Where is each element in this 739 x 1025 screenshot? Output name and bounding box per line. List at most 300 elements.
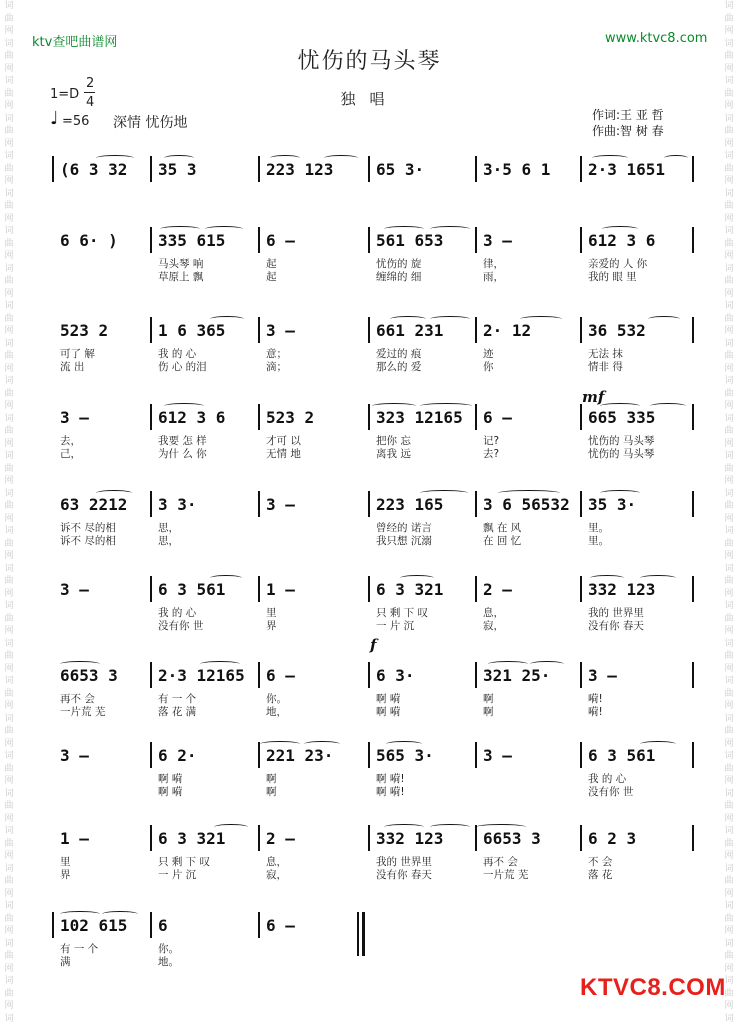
lyric-v1: 再不 会 (483, 856, 518, 868)
watermark-char: 网 (724, 363, 734, 374)
slur-mark (476, 824, 526, 830)
watermark-char: 曲 (4, 688, 14, 699)
lyric-v2: 界 (266, 620, 277, 632)
watermark-char: 词 (724, 863, 734, 874)
slur-mark (530, 661, 564, 667)
watermark-char: 词 (4, 938, 14, 949)
watermark-char: 曲 (4, 126, 14, 136)
lyric-v1: 诉不 尽的相 (60, 522, 116, 534)
watermark-char: 词 (724, 151, 734, 161)
watermark-char: 网 (724, 738, 734, 749)
watermark-char: 曲 (724, 426, 734, 436)
lyric-v2: 去? (483, 448, 500, 460)
watermark-char: 词 (4, 376, 14, 386)
measure-notes: 335 615 (158, 231, 226, 250)
bar-line (692, 156, 694, 182)
watermark-char: 词 (724, 676, 734, 686)
watermark-char: 词 (724, 901, 734, 911)
lyric-v2: 没有你 春天 (588, 620, 644, 632)
slur-mark (304, 741, 340, 747)
watermark-char: 词 (4, 788, 14, 799)
measure-notes: 565 3· (376, 746, 434, 765)
watermark-char: 曲 (724, 838, 734, 849)
slur-mark (160, 226, 200, 232)
watermark-char: 曲 (724, 276, 734, 286)
watermark-char: 曲 (724, 576, 734, 586)
lyric-v2: 草原上 飘 (158, 271, 204, 283)
lyric-v1: 有 一 个 (158, 693, 197, 705)
bar-line (580, 662, 582, 688)
watermark-char: 曲 (4, 651, 14, 661)
watermark-char: 词 (4, 38, 14, 49)
watermark-char: 网 (724, 888, 734, 899)
slur-mark (164, 403, 204, 409)
lyric-v1: 曾经的 诺言 (376, 522, 432, 534)
measure-notes: 3 – (60, 408, 89, 427)
lyric-v2: 我只想 沉溺 (376, 535, 432, 547)
lyric-v2: 思， (158, 535, 179, 547)
lyric-v1: 我 的 心 (158, 607, 197, 619)
watermark-char: 词 (724, 263, 734, 274)
measure-notes: 6 6· ) (60, 231, 118, 250)
slur-mark (664, 155, 688, 161)
watermark-char: 曲 (724, 126, 734, 136)
lyric-v1: 无法 抹 (588, 348, 623, 360)
watermark-char: 曲 (724, 876, 734, 886)
bar-line (580, 227, 582, 253)
bar-line (475, 662, 477, 688)
slur-mark (60, 911, 100, 917)
watermark-char: 词 (4, 901, 14, 911)
watermark-char: 网 (4, 476, 14, 486)
lyric-v2: 满 (60, 956, 71, 968)
watermark-char: 曲 (724, 201, 734, 211)
lyric-v2: 地。 (158, 956, 179, 968)
watermark-char: 词 (4, 413, 14, 424)
watermark-char: 词 (4, 638, 14, 649)
slur-mark (386, 741, 422, 747)
measure-notes: 6 3 321 (376, 580, 444, 599)
lyric-v2: 地， (266, 706, 287, 718)
measure-notes: 665 335 (588, 408, 656, 427)
watermark-char: 词 (4, 751, 14, 761)
slur-mark (430, 316, 470, 322)
lyric-v1: 里。 (588, 522, 609, 534)
slur-mark (164, 155, 194, 161)
measure-notes: 6 (158, 916, 168, 935)
watermark-char: 网 (724, 776, 734, 786)
measure-notes: 332 123 (588, 580, 656, 599)
watermark-char: 曲 (724, 726, 734, 736)
watermark-char: 曲 (4, 463, 14, 474)
slur-mark (640, 741, 676, 747)
lyric-v2: 一片荒 芜 (60, 706, 106, 718)
lyric-v2: 雨， (483, 271, 504, 283)
slur-mark (650, 403, 686, 409)
lyric-v2: 你 (483, 361, 494, 373)
lyric-v1: 记? (483, 435, 500, 447)
bar-line (692, 317, 694, 343)
watermark-char: 词 (724, 451, 734, 461)
watermark-char: 词 (4, 676, 14, 686)
watermark-char: 词 (4, 263, 14, 274)
time-signature-top: 2 (86, 76, 95, 91)
watermark-char: 曲 (4, 801, 14, 811)
watermark-char: 曲 (4, 838, 14, 849)
lyric-v1: 再不 会 (60, 693, 95, 705)
bar-line (368, 156, 370, 182)
watermark-char: 网 (4, 138, 14, 149)
watermark-char: 曲 (724, 651, 734, 661)
lyric-v1: 息， (483, 607, 504, 619)
lyric-v1: 起 (266, 258, 277, 270)
bar-line (150, 491, 152, 517)
slur-mark (600, 403, 640, 409)
watermark-char: 词 (724, 713, 734, 724)
watermark-char: 曲 (724, 13, 734, 24)
bar-line (368, 491, 370, 517)
measure-notes: 1 – (60, 829, 89, 848)
watermark-char: 网 (724, 101, 734, 111)
watermark-char: 网 (4, 701, 14, 711)
lyric-v1: 啊 嗬 (376, 693, 401, 705)
watermark-char: 词 (724, 413, 734, 424)
watermark-char: 曲 (4, 201, 14, 211)
bar-line (357, 912, 359, 956)
watermark-char: 网 (724, 513, 734, 524)
bar-line (368, 404, 370, 430)
bar-line (692, 404, 694, 430)
bar-line (475, 156, 477, 182)
watermark-char: 曲 (4, 576, 14, 586)
watermark-char: 词 (724, 38, 734, 49)
watermark-char: 词 (4, 601, 14, 611)
watermark-char: 网 (724, 438, 734, 449)
watermark-char: 词 (724, 788, 734, 799)
watermark-char: 网 (4, 888, 14, 899)
bar-line (368, 662, 370, 688)
watermark-char: 网 (4, 738, 14, 749)
watermark-char: 网 (724, 663, 734, 674)
bar-line (150, 156, 152, 182)
measure-notes: 3 – (588, 666, 617, 685)
watermark-char: 曲 (724, 988, 734, 999)
bar-line (580, 156, 582, 182)
measure-notes: 3 – (483, 746, 512, 765)
watermark-char: 词 (4, 563, 14, 574)
bar-line (580, 317, 582, 343)
watermark-char: 曲 (724, 463, 734, 474)
lyric-v2: 一 片 沉 (376, 620, 415, 632)
watermark-char: 网 (4, 813, 14, 824)
watermark-char: 曲 (4, 763, 14, 774)
measure-notes: 2 – (483, 580, 512, 599)
slur-mark (384, 226, 424, 232)
lyric-v2: 嗬! (588, 706, 603, 718)
watermark-char: 网 (4, 551, 14, 561)
lyric-v2: 起 (266, 271, 277, 283)
measure-notes: 323 12165 (376, 408, 463, 427)
watermark-char: 网 (4, 513, 14, 524)
lyric-v1: 迹 (483, 348, 494, 360)
lyric-v2: 界 (60, 869, 71, 881)
lyric-v2: 没有你 世 (158, 620, 204, 632)
watermark-char: 词 (724, 338, 734, 349)
site-url-right[interactable]: www.ktvc8.com (605, 31, 708, 46)
bar-line (258, 491, 260, 517)
watermark-char: 词 (4, 976, 14, 986)
lyric-v1: 意； (266, 348, 287, 360)
lyric-v1: 有 一 个 (60, 943, 99, 955)
bar-line (368, 576, 370, 602)
watermark-char: 曲 (724, 913, 734, 924)
expression-marking: 深情 忧伤地 (113, 115, 188, 131)
watermark-char: 曲 (724, 351, 734, 361)
lyric-v1: 啊 (266, 773, 277, 785)
watermark-char: 曲 (4, 913, 14, 924)
measure-notes: 3 – (266, 321, 295, 340)
lyric-v2: 啊 嗬 (376, 706, 401, 718)
watermark-char: 网 (4, 588, 14, 599)
bar-line (258, 227, 260, 253)
watermark-char: 曲 (4, 726, 14, 736)
lyric-v2: 缠绵的 细 (376, 271, 422, 283)
watermark-char: 曲 (724, 501, 734, 511)
measure-notes: 6653 3 (483, 829, 541, 848)
bar-line (692, 576, 694, 602)
watermark-char: 词 (4, 113, 14, 124)
watermark-char: 网 (4, 176, 14, 186)
lyric-v1: 里 (60, 856, 71, 868)
slur-mark (102, 911, 138, 917)
slur-mark (372, 403, 416, 409)
watermark-char: 网 (4, 776, 14, 786)
slur-mark (96, 490, 132, 496)
bar-line (692, 227, 694, 253)
bar-line (150, 576, 152, 602)
watermark-char: 词 (4, 1013, 14, 1024)
slur-mark (590, 575, 624, 581)
bar-line (368, 317, 370, 343)
watermark-char: 网 (4, 963, 14, 974)
tempo-marking: =56 (62, 114, 90, 129)
lyric-v1: 我的 世界里 (588, 607, 644, 619)
measure-notes: 523 2 (60, 321, 109, 340)
watermark-char: 词 (4, 338, 14, 349)
bar-line (52, 912, 54, 938)
measure-notes: 65 3· (376, 160, 425, 179)
watermark-char: 曲 (4, 313, 14, 324)
watermark-char: 词 (724, 526, 734, 536)
bar-line (580, 491, 582, 517)
watermark-char: 网 (724, 176, 734, 186)
dynamic-f: f (370, 636, 377, 654)
lyric-v1: 我要 怎 样 (158, 435, 207, 447)
watermark-char: 词 (724, 301, 734, 311)
measure-notes: 63 2212 (60, 495, 128, 514)
bar-line (258, 156, 260, 182)
lyric-v1: 只 剩 下 叹 (376, 607, 429, 619)
measure-notes: 35 3· (588, 495, 637, 514)
time-signature-line (84, 92, 95, 93)
watermark-char: 网 (4, 63, 14, 74)
slur-mark (520, 316, 562, 322)
measure-notes: 3 – (60, 746, 89, 765)
slur-mark (200, 661, 240, 667)
watermark-char: 曲 (724, 613, 734, 624)
watermark-char: 词 (724, 376, 734, 386)
quarter-note-icon: ♩ (50, 108, 59, 129)
bar-line (258, 662, 260, 688)
slur-mark (270, 155, 300, 161)
lyric-v1: 啊 嗬! (376, 773, 405, 785)
site-logo[interactable]: KTVC8.COM (580, 974, 726, 1001)
measure-notes: 221 23· (266, 746, 334, 765)
lyric-v2: 在 回 忆 (483, 535, 522, 547)
watermark-char: 曲 (724, 388, 734, 399)
slur-mark (214, 824, 248, 830)
measure-notes: 6 3· (376, 666, 415, 685)
slur-mark (324, 155, 358, 161)
slur-mark (430, 226, 470, 232)
lyric-v2: 无情 地 (266, 448, 301, 460)
lyric-v2: 一 片 沉 (158, 869, 197, 881)
slur-mark (600, 490, 640, 496)
lyric-v2: 啊 (483, 706, 494, 718)
bar-line (475, 742, 477, 768)
measure-notes: 6653 3 (60, 666, 118, 685)
slur-mark (260, 741, 300, 747)
measure-notes: 612 3 6 (588, 231, 656, 250)
measure-notes: 223 123 (266, 160, 334, 179)
bar-line (150, 912, 152, 938)
measure-notes: 561 653 (376, 231, 444, 250)
measure-notes: 6 2· (158, 746, 197, 765)
slur-mark (390, 316, 426, 322)
lyric-v1: 把你 忘 (376, 435, 411, 447)
watermark-char: 曲 (4, 538, 14, 549)
measure-notes: 523 2 (266, 408, 315, 427)
key-signature: 1=D (50, 87, 80, 102)
measure-notes: 223 165 (376, 495, 444, 514)
composer-credit: 作曲:智 树 春 (592, 124, 664, 138)
lyric-v2: 寂， (266, 869, 287, 881)
watermark-char: 词 (724, 76, 734, 86)
slur-mark (210, 575, 242, 581)
watermark-char: 网 (4, 213, 14, 224)
watermark-char: 词 (4, 76, 14, 86)
watermark-char: 网 (4, 626, 14, 636)
measure-notes: 1 6 365 (158, 321, 226, 340)
lyric-v2: 己， (60, 448, 81, 460)
lyric-v2: 忧伤的 马头琴 (588, 448, 655, 460)
watermark-char: 曲 (4, 613, 14, 624)
bar-line (580, 742, 582, 768)
measure-notes: 6 – (266, 666, 295, 685)
slur-mark (640, 575, 676, 581)
song-subtitle: 独唱 (340, 90, 399, 108)
measure-notes: 6 3 561 (158, 580, 226, 599)
bar-line (150, 742, 152, 768)
watermark-char: 词 (4, 526, 14, 536)
bar-line (475, 404, 477, 430)
watermark-char: 网 (724, 138, 734, 149)
measure-notes: 6 – (266, 916, 295, 935)
slur-mark (602, 226, 638, 232)
dynamic-mf: mf (582, 388, 605, 406)
lyric-v1: 律， (483, 258, 504, 270)
song-title: 忧伤的马头琴 (297, 49, 442, 74)
lyric-v1: 忧伤的 马头琴 (588, 435, 655, 447)
lyric-v1: 里 (266, 607, 277, 619)
lyric-v1: 嗬! (588, 693, 603, 705)
measure-notes: 6 – (483, 408, 512, 427)
slur-mark (420, 403, 472, 409)
lyric-v1: 思， (158, 522, 179, 534)
watermark-char: 网 (724, 1001, 734, 1011)
bar-line (580, 576, 582, 602)
watermark-char: 词 (724, 938, 734, 949)
watermark-char: 词 (4, 151, 14, 161)
lyric-v1: 我 的 心 (588, 773, 627, 785)
measure-notes: 2·3 1651 (588, 160, 666, 179)
slur-mark (210, 316, 244, 322)
watermark-char: 曲 (4, 88, 14, 99)
lyric-v2: 那么的 爱 (376, 361, 422, 373)
watermark-char: 曲 (724, 88, 734, 99)
watermark-char: 网 (4, 926, 14, 936)
slur-mark (205, 226, 243, 232)
measure-notes: 6 3 321 (158, 829, 226, 848)
watermark-char: 词 (4, 301, 14, 311)
watermark-char: 词 (724, 113, 734, 124)
watermark-char: 词 (724, 188, 734, 199)
lyric-v1: 你。 (158, 943, 179, 955)
watermark-char: 词 (724, 226, 734, 236)
lyric-v2: 滴； (266, 361, 287, 373)
lyric-v2: 诉不 尽的相 (60, 535, 116, 547)
bar-line (150, 227, 152, 253)
lyric-v2: 没有你 春天 (376, 869, 432, 881)
watermark-char: 网 (724, 213, 734, 224)
measure-notes: 3 6 56532 (483, 495, 570, 514)
lyric-v1: 啊 嗬 (158, 773, 183, 785)
measure-notes: 2· 12 (483, 321, 532, 340)
watermark-char: 网 (724, 626, 734, 636)
bar-line (580, 825, 582, 851)
lyric-v2: 啊 嗬 (158, 786, 183, 798)
site-name-left[interactable]: ktv查吧曲谱网 (32, 35, 118, 50)
watermark-char: 曲 (724, 801, 734, 811)
lyric-v2: 离我 远 (376, 448, 411, 460)
watermark-char: 词 (4, 226, 14, 236)
measure-notes: 3 – (266, 495, 295, 514)
watermark-char: 曲 (724, 313, 734, 324)
watermark-char: 词 (724, 976, 734, 986)
watermark-char: 词 (4, 488, 14, 499)
watermark-char: 网 (4, 663, 14, 674)
bar-line (258, 317, 260, 343)
watermark-char: 曲 (4, 988, 14, 999)
watermark-char: 网 (724, 963, 734, 974)
watermark-char: 网 (4, 438, 14, 449)
measure-notes: 2 – (266, 829, 295, 848)
watermark-char: 曲 (724, 51, 734, 61)
measure-notes: 1 – (266, 580, 295, 599)
measure-notes: 3·5 6 1 (483, 160, 551, 179)
watermark-char: 曲 (4, 876, 14, 886)
bar-line (258, 404, 260, 430)
